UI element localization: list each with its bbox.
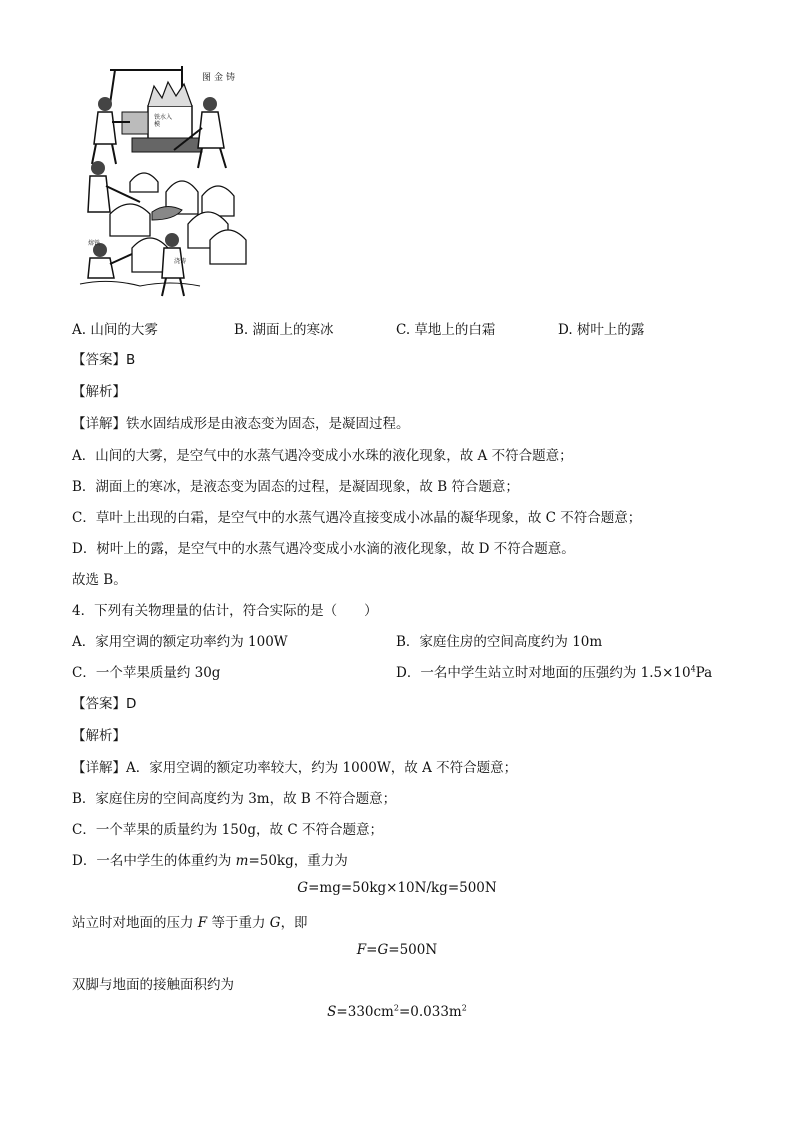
q4-option-d-unit: Pa [695, 665, 713, 681]
q4-option-a: A．家用空调的额定功率约为 100W [72, 634, 288, 650]
casting-illustration [70, 64, 248, 298]
q4-answer: 【答案】D [72, 696, 137, 712]
formula-gravity-var: G [297, 880, 309, 896]
q3-option-d: D. 树叶上的露 [558, 322, 645, 338]
q3-option-c: C. 草地上的白霜 [396, 322, 496, 338]
formula-area [0, 1004, 794, 1020]
figure-label-c: 浇铸 [174, 258, 187, 265]
formula-force-eq: = [366, 942, 378, 958]
q4-line-d-var: m [235, 853, 249, 869]
q4-line-d-pre: D．一名中学生的体重约为 [72, 853, 236, 869]
q4-line-b: B．家庭住房的空间高度约为 3m，故 B 不符合题意； [72, 791, 397, 807]
figure-label-b: 熔铁 [88, 240, 101, 247]
q3-line-d: D．树叶上的露，是空气中的水蒸气遇冷变成小水滴的液化现象，故 D 不符合题意。 [72, 541, 575, 557]
q3-line-b: B．湖面上的寒冰，是液态变为固态的过程，是凝固现象，故 B 符合题意； [72, 479, 519, 495]
formula-force-val: =500N [388, 942, 438, 958]
formula-force [0, 942, 794, 958]
q4-line-d [72, 849, 348, 869]
q3-line-a: A．山间的大雾，是空气中的水蒸气遇冷变成小水珠的液化现象，故 A 不符合题意； [72, 448, 573, 464]
q4-line-d-post: =50kg，重力为 [248, 853, 348, 869]
formula-area-exp1: 2 [393, 1003, 399, 1013]
formula-area-exp2: 2 [461, 1003, 467, 1013]
q4-pressure-text [72, 911, 308, 931]
q3-answer: 【答案】B [72, 352, 136, 368]
q4-option-d-exponent: 4 [690, 664, 696, 674]
q4-option-d-text: D．一名中学生站立时对地面的压强约为 1.5×10 [396, 665, 691, 681]
q4-option-c: C．一个苹果质量约 30g [72, 665, 221, 681]
formula-area-val2: =0.033m [398, 1004, 462, 1020]
q3-line-c: C．草叶上出现的白霜，是空气中的水蒸气遇冷直接变成小冰晶的凝华现象，故 C 不符合题意； [72, 510, 642, 526]
pressure-text-F: F [197, 915, 208, 931]
pressure-text-G: G [269, 915, 281, 931]
q4-line-c: C．一个苹果的质量约为 150g，故 C 不符合题意； [72, 822, 383, 838]
q3-detail: 【详解】铁水固结成形是由液态变为固态，是凝固过程。 [72, 416, 410, 432]
pressure-text-mid: 等于重力 [207, 915, 270, 931]
q4-stem: 4．下列有关物理量的估计，符合实际的是（ ） [72, 603, 378, 619]
formula-area-val1: =330cm [336, 1004, 394, 1020]
q3-analysis-heading: 【解析】 [72, 384, 126, 400]
formula-force-F: F [356, 942, 367, 958]
pressure-text-pre: 站立时对地面的压力 [72, 915, 198, 931]
q4-area-text: 双脚与地面的接触面积约为 [72, 977, 234, 993]
q4-analysis-heading: 【解析】 [72, 728, 126, 744]
pressure-text-post: ，即 [280, 915, 308, 931]
formula-force-G: G [377, 942, 389, 958]
q3-option-b: B. 湖面上的寒冰 [234, 322, 334, 338]
formula-gravity-expr: =mg=50kg×10N/kg=500N [308, 880, 497, 896]
q4-option-b: B．家庭住房的空间高度约为 10m [396, 634, 603, 650]
q3-option-a: A. 山间的大雾 [72, 322, 158, 338]
casting-scene-drawing [70, 64, 248, 298]
figure-label-a: 铁水入模 [154, 114, 173, 128]
figure-caption: 图金铸 [202, 73, 239, 83]
q4-detail: 【详解】A．家用空调的额定功率较大，约为 1000W，故 A 不符合题意； [72, 760, 518, 776]
q3-conclusion: 故选 B。 [72, 572, 127, 588]
q4-option-d [396, 661, 712, 681]
formula-area-S: S [327, 1004, 337, 1020]
formula-gravity [0, 880, 794, 896]
